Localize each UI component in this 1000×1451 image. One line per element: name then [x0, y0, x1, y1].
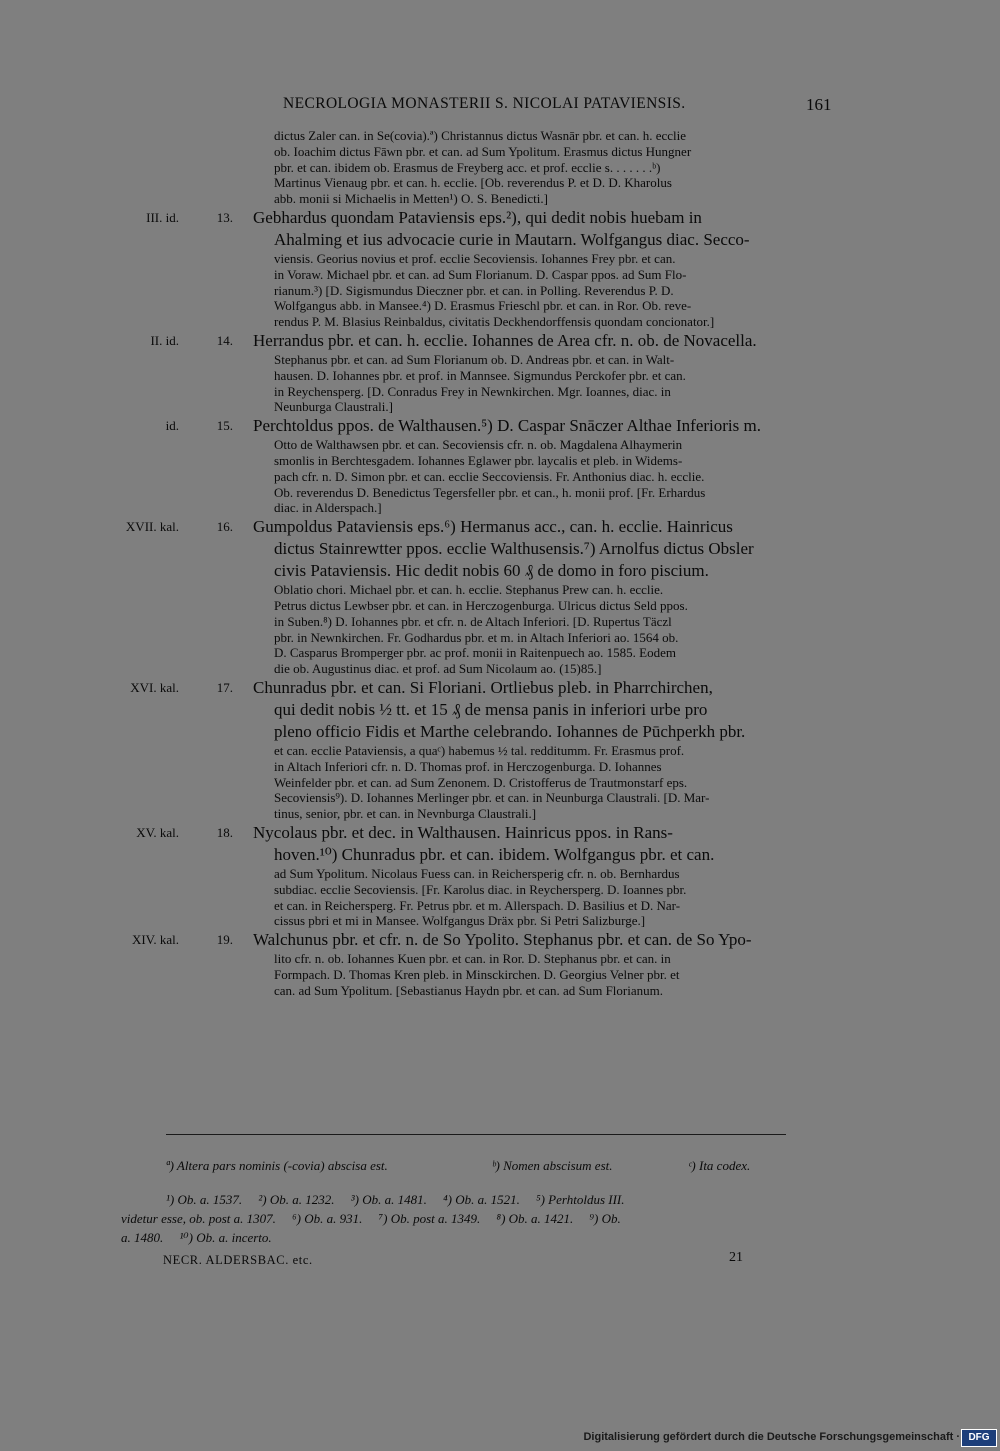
- text-line: [120, 790, 840, 806]
- text-line: [120, 538, 840, 560]
- line-text: can. ad Sum Ypolitum. [Sebastianus Haydn pbr. et can. ad Sum Florianum.: [274, 982, 663, 998]
- line-text: smonlis in Berchtesgadem. Iohannes Eglawer pbr. laycalis et pleb. in Widems-: [274, 452, 683, 468]
- line-text: Gebhardus quondam Pataviensis eps.²), qui dedit nobis huebam in: [253, 207, 702, 227]
- line-text: Weinfelder pbr. et can. ad Sum Zenonem. D. Cristofferus de Trautmonstarf eps.: [274, 774, 688, 790]
- line-text: tinus, senior, pbr. et can. in Nevnburga Claustrali.]: [274, 806, 537, 822]
- calendar-day: XVII. kal.: [125, 519, 179, 535]
- page-header: [0, 95, 1000, 119]
- text-line: [120, 951, 840, 967]
- text-line: [120, 582, 840, 598]
- line-text: Martinus Vienaug pbr. et can. h. ecclie. [Ob. reverendus P. et D. D. Kharolus: [274, 175, 672, 191]
- text-line: [120, 967, 840, 983]
- day-number: 19.: [216, 932, 233, 948]
- page-number: 161: [806, 95, 832, 114]
- line-text: in Altach Inferiori cfr. n. D. Thomas prof. in Herczogenburga. D. Iohannes: [274, 758, 662, 774]
- day-number: 17.: [216, 679, 233, 695]
- calendar-day: id.: [165, 418, 179, 434]
- line-text: ad Sum Ypolitum. Nicolaus Fuess can. in Reichersperig cfr. n. ob. Bernhardus: [274, 865, 680, 881]
- apparatus-note-a: ª) Altera pars nominis (-covia) abscisa est.: [166, 1158, 388, 1173]
- text-line: [120, 384, 840, 400]
- line-text: et can. in Reichersperg. Fr. Petrus pbr. et m. Allerspach. D. Basilius et D. Nar-: [274, 897, 681, 913]
- line-text: D. Casparus Bromperger pbr. ac prof. monii in Raitenpuech ao. 1585. Eodem: [274, 645, 676, 661]
- line-text: Perchtoldus ppos. de Walthausen.⁵) D. Caspar Snāczer Althae Inferioris m.: [253, 416, 761, 436]
- line-text: Walchunus pbr. et cfr. n. de So Ypolito. Stephanus pbr. et can. de So Ypo-: [253, 930, 752, 950]
- calendar-day: XV. kal.: [136, 824, 179, 840]
- text-line: [120, 144, 840, 160]
- line-text: in Suben.⁸) D. Iohannes pbr. et cfr. n. de Altach Inferiori. [D. Rupertus Täczl: [274, 613, 672, 629]
- text-line: [120, 983, 840, 999]
- text-line: [120, 175, 840, 191]
- day-number: 14.: [216, 332, 233, 348]
- line-text: Secoviensis⁹). D. Iohannes Merlinger pbr. et can. in Neunburga Claustrali. [D. Mar-: [274, 790, 710, 806]
- historical-notes-line-2: videtur esse, ob. post a. 1307. ⁶) Ob. a. 931. ⁷) Ob. post a. 1349. ⁸) Ob. a. 1421. ⁹) Ob.: [121, 1211, 621, 1226]
- calendar-day: XIV. kal.: [131, 932, 179, 948]
- volume-signature: NECR. ALDERSBAC. etc.: [163, 1253, 313, 1267]
- line-text: Oblatio chori. Michael pbr. et can. h. ecclie. Stephanus Prew can. h. ecclie.: [274, 582, 664, 598]
- line-text: rianum.³) [D. Sigismundus Dieczner pbr. et can. in Polling. Reverendus P. D.: [274, 282, 674, 298]
- line-text: pach cfr. n. D. Simon pbr. et can. ecclie Seccoviensis. Fr. Anthonius diac. h. ecclie.: [274, 468, 705, 484]
- entry-first-line: [120, 207, 840, 229]
- apparatus-note-c: ᶜ) Ita codex.: [688, 1158, 751, 1173]
- line-text: pleno officio Fidis et Marthe celebrando. Iohannes de Pūchperkh pbr.: [274, 721, 746, 741]
- line-text: Ahalming et ius advocacie curie in Mautarn. Wolfgangus diac. Secco-: [274, 229, 750, 249]
- line-text: cissus pbri et mi in Mansee. Wolfgangus Dräx pbr. Si Petri Salizburge.]: [274, 913, 646, 929]
- line-text: Formpach. D. Thomas Kren pleb. in Minsckirchen. D. Georgius Velner pbr. et: [274, 966, 680, 982]
- line-text: dictus Zaler can. in Se(covia).ª) Christannus dictus Wasnār pbr. et can. h. ecclie: [274, 128, 687, 143]
- text-line: [120, 469, 840, 485]
- text-line: [120, 352, 840, 368]
- line-text: in Voraw. Michael pbr. et can. ad Sum Florianum. D. Caspar ppos. ad Sum Flo-: [274, 266, 687, 282]
- line-text: diac. in Alderspach.]: [274, 500, 382, 516]
- text-line: [120, 485, 840, 501]
- entry-first-line: [120, 822, 840, 844]
- text-line: [120, 500, 840, 516]
- line-text: Herrandus pbr. et can. h. ecclie. Iohannes de Area cfr. n. ob. de Novacella.: [253, 330, 757, 350]
- line-text: rendus P. M. Blasius Reinbaldus, civitatis Deckhendorffensis quondam concionator.]: [274, 314, 715, 330]
- historical-notes-line-3: a. 1480. ¹⁰) Ob. a. incerto.: [121, 1230, 272, 1245]
- text-line: [120, 775, 840, 791]
- day-number: 18.: [216, 824, 233, 840]
- text-line: [120, 759, 840, 775]
- calendar-day: II. id.: [150, 332, 179, 348]
- text-line: [120, 368, 840, 384]
- dfg-credit-text: Digitalisierung gefördert durch die Deutsche Forschungsgemeinschaft ·: [583, 1431, 960, 1443]
- line-text: hausen. D. Iohannes pbr. et prof. in Mannsee. Sigmundus Perckofer pbr. et can.: [274, 367, 686, 383]
- text-line: [120, 699, 840, 721]
- necrology-text: [120, 128, 840, 998]
- line-text: Nycolaus pbr. et dec. in Walthausen. Hainricus ppos. in Rans-: [253, 822, 673, 842]
- text-line: [120, 844, 840, 866]
- line-text: dictus Stainrewtter ppos. ecclie Walthusensis.⁷) Arnolfus dictus Obsler: [274, 539, 754, 559]
- text-line: [120, 866, 840, 882]
- text-line: [120, 598, 840, 614]
- line-text: lito cfr. n. ob. Iohannes Kuen pbr. et can. in Ror. D. Stephanus pbr. et can. in: [274, 951, 671, 967]
- text-line: [120, 806, 840, 822]
- entry-first-line: [120, 677, 840, 699]
- line-text: pbr. in Newnkirchen. Fr. Godhardus pbr. et m. in Altach Inferiori ao. 1564 ob.: [274, 629, 679, 645]
- text-line: [120, 437, 840, 453]
- text-line: [120, 298, 840, 314]
- running-title: NECROLOGIA MONASTERII S. NICOLAI PATAVIENSIS.: [283, 95, 686, 112]
- text-line: [120, 743, 840, 759]
- line-text: Wolfgangus abb. in Mansee.⁴) D. Erasmus Frieschl pbr. et can. in Ror. Ob. reve-: [274, 298, 692, 314]
- footnote-rule: [166, 1134, 786, 1135]
- line-text: pbr. et can. ibidem ob. Erasmus de Freyberg acc. et prof. ecclie s. . . . . . .ᵇ): [274, 159, 661, 175]
- text-line: [120, 314, 840, 330]
- line-text: Gumpoldus Pataviensis eps.⁶) Hermanus acc., can. h. ecclie. Hainricus: [253, 517, 733, 537]
- day-number: 15.: [216, 418, 233, 434]
- line-text: viensis. Georius novius et prof. ecclie Secoviensis. Iohannes Frey pbr. et can.: [274, 250, 676, 266]
- line-text: die ob. Augustinus diac. et prof. ad Sum Nicolaum ao. (15)85.]: [274, 661, 602, 677]
- line-text: et can. ecclie Pataviensis, a quaᶜ) habemus ½ tal. redditumm. Fr. Erasmus prof.: [274, 742, 685, 758]
- day-number: 16.: [216, 519, 233, 535]
- text-line: [120, 229, 840, 251]
- text-line: [120, 251, 840, 267]
- line-text: in Reychensperg. [D. Conradus Frey in Newnkirchen. Mgr. Ioannes, diac. in: [274, 383, 671, 399]
- text-line: [120, 191, 840, 207]
- text-line: [120, 160, 840, 176]
- text-line: [120, 661, 840, 677]
- apparatus-note-b: ᵇ) Nomen abscisum est.: [492, 1158, 613, 1173]
- line-text: ob. Ioachim dictus Fāwn pbr. et can. ad Sum Ypolitum. Erasmus dictus Hungner: [274, 143, 692, 159]
- line-text: hoven.¹⁰) Chunradus pbr. et can. ibidem. Wolfgangus pbr. et can.: [274, 844, 715, 864]
- calendar-day: III. id.: [146, 209, 179, 225]
- line-text: Otto de Walthawsen pbr. et can. Secoviensis cfr. n. ob. Magdalena Alhaymerin: [274, 437, 683, 453]
- line-text: Neunburga Claustrali.]: [274, 399, 393, 415]
- gathering-number: 21: [729, 1250, 743, 1265]
- line-text: civis Pataviensis. Hic dedit nobis 60 ₰ de domo in foro piscium.: [274, 561, 709, 581]
- text-line: [120, 453, 840, 469]
- text-line: [120, 560, 840, 582]
- calendar-day: XVI. kal.: [130, 679, 179, 695]
- line-text: subdiac. ecclie Secoviensis. [Fr. Karolus diac. in Reychersperg. D. Ioannes pbr.: [274, 881, 687, 897]
- text-line: [120, 645, 840, 661]
- dfg-logo: DFG: [961, 1429, 997, 1447]
- historical-notes-line-1: ¹) Ob. a. 1537. ²) Ob. a. 1232. ³) Ob. a. 1481. ⁴) Ob. a. 1521. ⁵) Perhtoldus III.: [166, 1192, 625, 1207]
- text-line: [120, 721, 840, 743]
- day-number: 13.: [216, 209, 233, 225]
- text-line: [120, 882, 840, 898]
- text-line: [120, 898, 840, 914]
- text-line: [120, 283, 840, 299]
- dfg-credit: [583, 1425, 1000, 1451]
- line-text: abb. monii si Michaelis in Metten¹) O. S. Benedicti.]: [274, 191, 548, 207]
- text-line: [120, 128, 840, 144]
- line-text: Petrus dictus Lewbser pbr. et can. in Herczogenburga. Ulricus dictus Seld ppos.: [274, 597, 688, 613]
- line-text: Stephanus pbr. et can. ad Sum Florianum ob. D. Andreas pbr. et can. in Walt-: [274, 351, 675, 367]
- text-line: [120, 399, 840, 415]
- text-line: [120, 630, 840, 646]
- text-line: [120, 614, 840, 630]
- entry-first-line: [120, 929, 840, 951]
- text-line: [120, 913, 840, 929]
- line-text: Ob. reverendus D. Benedictus Tegersfeller pbr. et can., h. monii prof. [Fr. Erhardus: [274, 484, 706, 500]
- text-line: [120, 267, 840, 283]
- line-text: Chunradus pbr. et can. Si Floriani. Ortliebus pleb. in Pharrchirchen,: [253, 677, 713, 697]
- line-text: qui dedit nobis ½ tt. et 15 ₰ de mensa panis in inferiori urbe pro: [274, 699, 708, 719]
- entry-first-line: [120, 516, 840, 538]
- entry-first-line: [120, 415, 840, 437]
- entry-first-line: [120, 330, 840, 352]
